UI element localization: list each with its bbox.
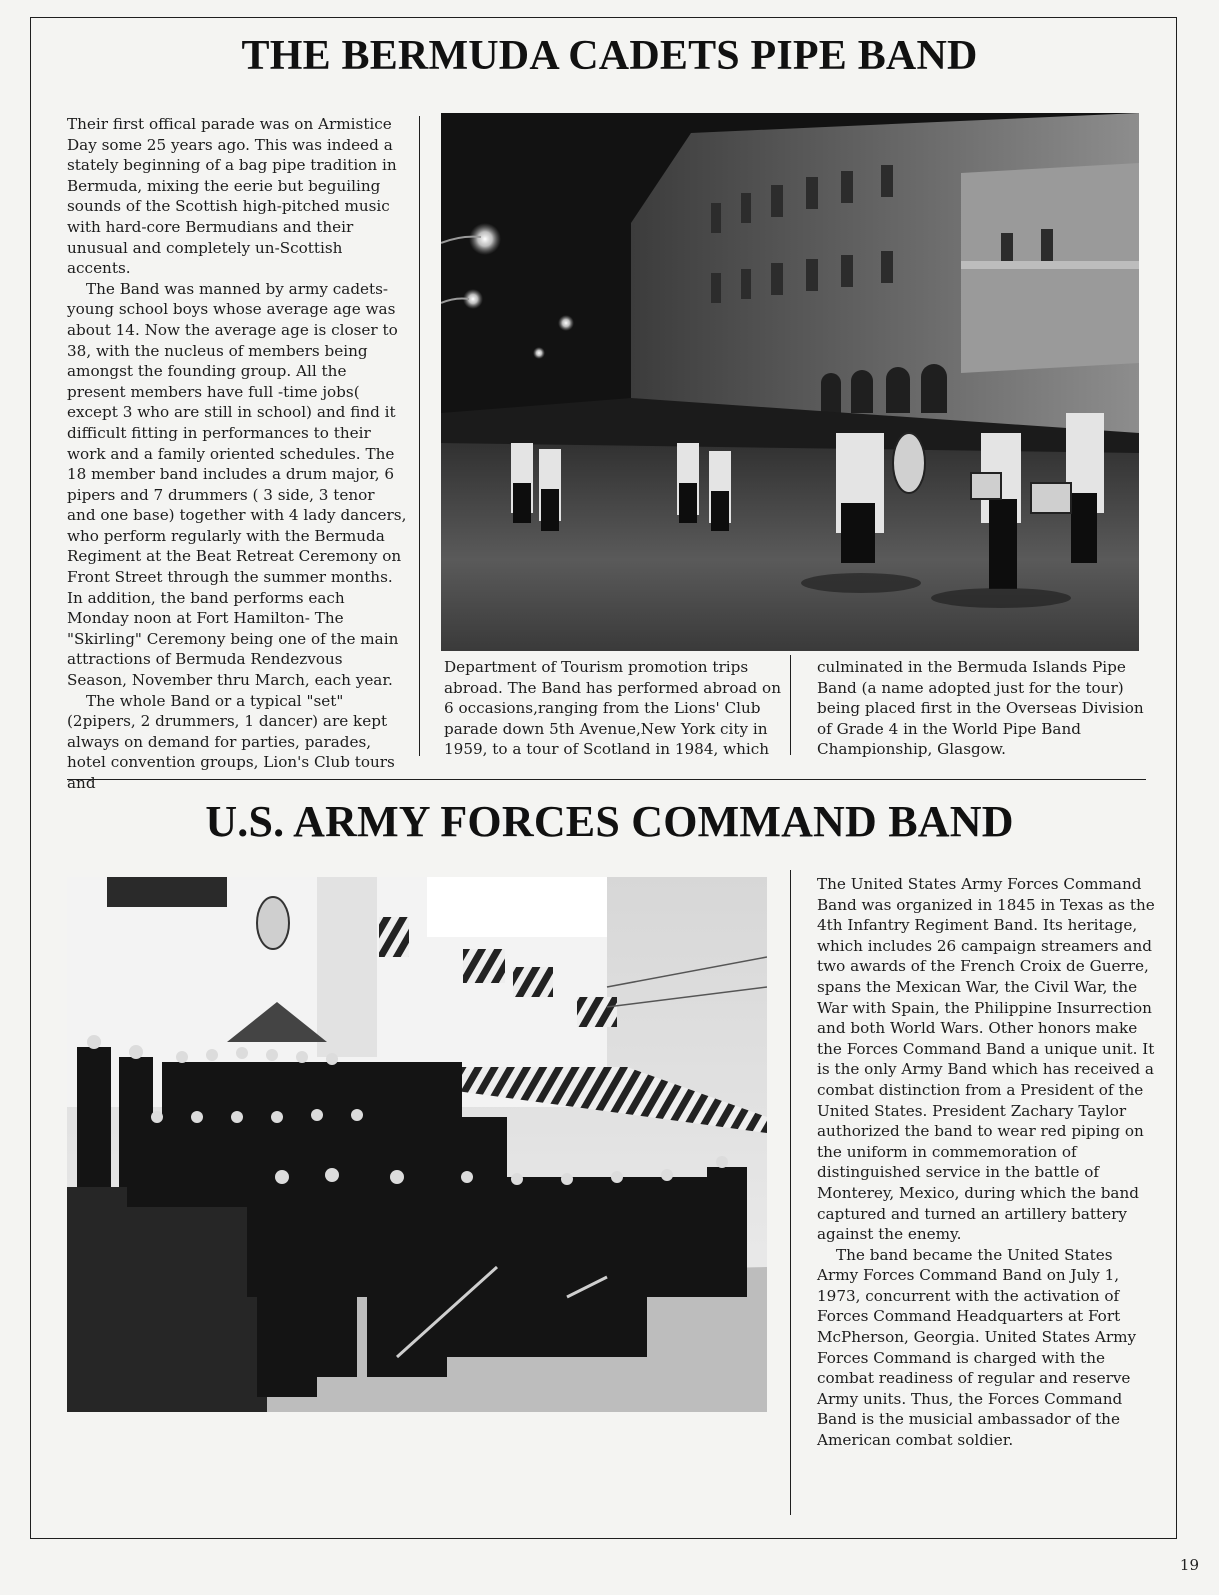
- army-band-paragraph-2: The band became the United States Army Forces Command Band on July 1, 1973, concurrent with the activation of Forces Command Headquarters at Fort McPherson, Georgia. United States Army Forces Command is charged with the combat readiness of regular and reserve Army units. Thus, the Forces Command Band is the musicial ambassador of the American combat soldier.: [817, 1245, 1137, 1450]
- pipe-band-column-2: [444, 657, 784, 760]
- column-divider: [419, 116, 420, 756]
- pipe-band-paragraph-final: culminated in the Bermuda Islands Pipe Band (a name adopted just for the tour) being placed first in the Overseas Division of Grade 4 in the World Pipe Band Championship, Glasgow.: [817, 658, 1144, 759]
- pipe-band-column-1: [67, 114, 407, 794]
- army-band-paragraph-1: The United States Army Forces Command Band was organized in 1845 in Texas as the 4th Infantry Regiment Band. Its heritage, which includes 26 campaign streamers and two awards of the French Croix de Guerre, spans the Mexican War, the Civil War, the War with Spain, the Philippine Insurrection and both World Wars. Other honors make the Forces Command Band a unique unit. It is the only Army Band which has received a combat distinction from a President of the United States. President Zachary Taylor authorized the band to wear red piping on the uniform in commemoration of distinguished service in the battle of Monterey, Mexico, during which the band captured and turned an artillery battery against the enemy.: [817, 875, 1155, 1244]
- pipe-band-paragraph-1: Their first offical parade was on Armistice Day some 25 years ago. This was indeed a stately beginning of a bag pipe tradition in Bermuda, mixing the eerie but beguiling sounds of the Scottish high-pitched music with hard-core Bermudians and their unusual and completely un-Scottish accents.: [67, 115, 397, 278]
- section-divider: [67, 779, 1146, 780]
- column-divider: [790, 655, 791, 755]
- column-divider: [790, 870, 791, 1515]
- pipe-band-paragraph-3: The whole Band or a typical "set" (2pipers, 2 drummers, 1 dancer) are kept always on demand for parties, parades, hotel convention groups, Lion's Club tours and: [67, 691, 395, 792]
- army-band-title: U.S. ARMY FORCES COMMAND BAND: [205, 797, 1014, 846]
- army-band-column: [817, 874, 1155, 1451]
- pipe-band-night-parade-photo: [441, 113, 1139, 651]
- army-band-group-photo: [67, 877, 767, 1412]
- pipe-band-paragraph-2: The Band was manned by army cadets-young school boys whose average age was about 14. Now the average age is closer to 38, with the nucleus of members being amongst the founding group. All the present members have full -time jobs( except 3 who are still in school) and find it difficult fitting in performances to their work and a family oriented schedules. The 18 member band includes a drum major, 6 pipers and 7 drummers ( 3 side, 3 tenor and one base) together with 4 lady dancers, who perform regularly with the Bermuda Regiment at the Beat Retreat Ceremony on Front Street through the summer months. In addition, the band performs each Monday noon at Fort Hamilton- The "Skirling" Ceremony being one of the main attractions of Bermuda Rendezvous Season, November thru March, each year.: [67, 279, 407, 690]
- pipe-band-title: THE BERMUDA CADETS PIPE BAND: [241, 33, 978, 79]
- group-photo-image: [67, 877, 767, 1412]
- night-parade-image: [441, 113, 1139, 651]
- pipe-band-paragraph-continued: Department of Tourism promotion trips abroad. The Band has performed abroad on 6 occasions,ranging from the Lions' Club parade down 5th Avenue,New York city in 1959, to a tour of Scotland in 1984, which: [444, 658, 781, 759]
- page-number: 19: [1179, 1556, 1199, 1574]
- pipe-band-column-3: [817, 657, 1155, 760]
